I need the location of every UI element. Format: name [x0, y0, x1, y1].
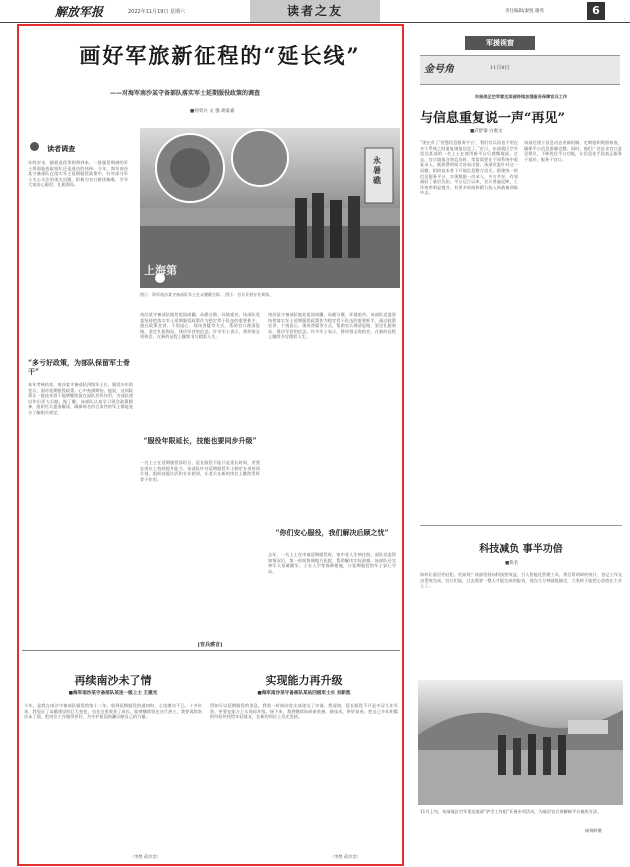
section-body-2: 一名上士在延期服役前坦言，延长服役不能只是延长时间，更要在岗位上持续提升能力。该部队针对延期服役军士制定专项培训计划，组织技能比武和专业轮训，让老兵在新的岗位上继续发挥骨干作用。 [140, 460, 260, 482]
right-photo-caption: 11月上旬，东部战区空军雷达某部“护学工作组”开展专项活动，为基层官兵讲解新平台使用方法。 [420, 809, 602, 814]
photo-slogan-text: 上海第 [144, 264, 177, 277]
bottom-center-subtitle: ■海军南沙某守备部队某站四级军士长 刘新凯 [257, 691, 351, 696]
bottom-left-title: 再续南沙未了情 [74, 674, 152, 687]
kicker-label: 读者调查 [47, 144, 76, 153]
strip-date: 11月8日 [490, 65, 510, 71]
right-photo [418, 680, 623, 805]
section-title: 读者之友 [286, 4, 343, 18]
bottom-left-footer: （李楚 蒋淳荧） [130, 854, 161, 859]
right-strip [420, 55, 620, 85]
strip-logo: 金号角 [424, 64, 454, 75]
right-article-body-col2: 该部还建立信息动态更新机制，定期组织数据核查，确保平台信息准确完整。同时，他们广泛征求官兵意见建议，不断优化平台功能，让信息化手段真正服务于基层、服务于官兵。 [524, 140, 622, 162]
bottom-left-subtitle: ■海军南沙某守备部队某连一级上士 王建光 [68, 691, 158, 696]
right-article-title: 与信息重复说一声“再见” [420, 111, 565, 126]
right-divider [420, 525, 622, 526]
reader-survey-kicker [30, 136, 130, 153]
main-byline: ■何勇兵 文 强 胡家嘉 [190, 109, 235, 114]
main-photo [140, 128, 400, 288]
section-banner [250, 0, 380, 22]
bottom-left-body: 今年，是我在南沙守备部队服役的第十二年。收到延期服役的通知时，心里激动不已。十多年来，我见证了岛礁建设的巨大变化，也在这里收获了成长。能够继续留在这片热土，我要再续南沙未了情，把岗位工作做得更好，为守护祖国南疆贡献自己的力量。 [24, 703, 202, 720]
bottom-center-title: 实现能力再升级 [265, 674, 343, 687]
main-headline: 画好军旅新征程的“延长线” [79, 43, 361, 68]
bottom-center-body: 得知可以延期服役的消息，我第一时间向党支部递交了申请。我深知，延长服役不只是多穿几年军装，更要在能力上实现再升级。接下来，我将继续钻研新装备、新技术，带好徒弟，把自己多年积累的经验传授给年轻战友，在新的岗位上发光发热。 [210, 703, 398, 720]
section-body-3: 去年，一名上士在申请延期服役时，家中老人生病住院。部队党委得知情况后，第一时间协调地方医院，帮助解决实际困难。该部队还完善军人家属随军、子女入学等保障措施，让延期服役的军士安心守岛。 [268, 552, 396, 574]
strip-note: 东部战区空军雷达某部持续加强服务保障官兵工作 [474, 94, 568, 99]
bottom-center-footer: （李楚 蒋淳荧） [330, 854, 361, 859]
header-rule [0, 22, 630, 23]
issue-date: 2022年11月19日 星期六 [128, 9, 186, 15]
editor-credit: 责任编辑/秦悦 谢英 [505, 9, 544, 14]
kicker-icon [30, 142, 39, 151]
section-heading-2: “服役年限延长，技能也要同步升级” [143, 436, 257, 445]
section-divider [22, 650, 400, 651]
masthead: 解放军报 [55, 5, 104, 19]
body-column-2: 南沙某守备部队地处祖国南疆，岛礁分散、环境艰苦。该部队党委坚持把落实军士延期服役政策作为稳定骨干队伍的重要抓手，通过政策宣讲、个别谈心、现场答疑等方式，帮助官兵理清思路，坚定扎根海岛、建功军营的信念。许多军士表示，将珍惜宝贵机会，在新的征程上继续书写精彩人生。 [140, 312, 260, 340]
right-photo-credit: 杨锦辉摄 [585, 828, 602, 833]
right-article-byline: ■武舒秦 白惠文 [470, 129, 503, 134]
photo-sign-text: 永暑礁 [373, 155, 381, 185]
right-banner: 军援视窗 [465, 36, 535, 50]
section-end-label: [官兵感言] [197, 642, 223, 648]
photo-soldiers-graphic [140, 128, 400, 288]
photo-caption: 图①：海军南沙某守备部队军士在永暑礁合影。 图②：官兵开展专业训练。 [140, 292, 274, 297]
page-header [0, 0, 630, 22]
right-sub-byline: ■佚名 [505, 561, 519, 566]
right-sub-body: 如何让基层更轻松、更高效？该部坚持向科技要效益，引入智能化管理工具，将日常琐碎的统计、登记工作交由系统完成。官兵们说，过去需要一整天才能完成的报表，现在几分钟就能搞定，大家终于能把心思放在主业上了。 [420, 572, 622, 589]
lead-paragraph: 年终岁末，随着退役季即将到来，一批服役期满的军士将面临选取留队还是退伍的抉择。今年，海军南沙某守备部队在落实军士延期服役政策中，针对部分军士关心关注的现实问题，积极为官兵排忧解难，引导大家安心服役、扎根海岛。 [28, 160, 128, 188]
right-photo-graphic [418, 680, 623, 805]
right-article-body-col1: “现在有了‘智慧信息服务平台’，我们官兵再也不用在多个系统之间重复填报信息了。”近日，东部战区空军雷达某部的一名上士在使用新平台后感慨地说。过去，官兵填报各类信息时，常常需要在不同系统中重复录入，既耗费时间又容易出错。该部党委针对这一问题，组织技术骨干开展信息整合攻关，搭建统一的信息服务平台，实现数据一次录入、多方共享，有效减轻了基层负担。平台运行以来，官兵普遍反映，工作效率明显提升，有更多时间和精力投入到战备训练中去。 [420, 140, 518, 196]
section-heading-3: “你们安心服役，我们解决后顾之忧” [275, 528, 389, 537]
section-heading-1: “多亏好政策，为部队保留军士骨干” [28, 358, 131, 376]
page-number: 6 [587, 2, 605, 20]
body-column-3: 南沙某守备部队地处祖国南疆，岛礁分散、环境艰苦。该部队党委坚持把落实军士延期服役政策作为稳定骨干队伍的重要抓手，通过政策宣讲、个别谈心、现场答疑等方式，帮助官兵理清思路，坚定扎根海岛、建功军营的信念。许多军士表示，将珍惜宝贵机会，在新的征程上继续书写精彩人生。 [268, 312, 396, 340]
section-body-1: 本年考核结束，南沙某守备部队四级军士长、服役多年的老兵，面对延期服役政策，心中充满期待。他说，这项政策让一批技术骨干能够继续留在部队发挥作用，为部队建设作出更大贡献。据了解，该部队认真学习领会政策精神，组织官兵逐条解读，确保每名符合条件的军士都能充分了解相关规定。 [28, 382, 133, 415]
right-sub-title: 科技减负 事半功倍 [479, 544, 563, 555]
main-subhead: ——对海军南沙某守备部队落实军士延期服役政策的调查 [110, 90, 261, 97]
